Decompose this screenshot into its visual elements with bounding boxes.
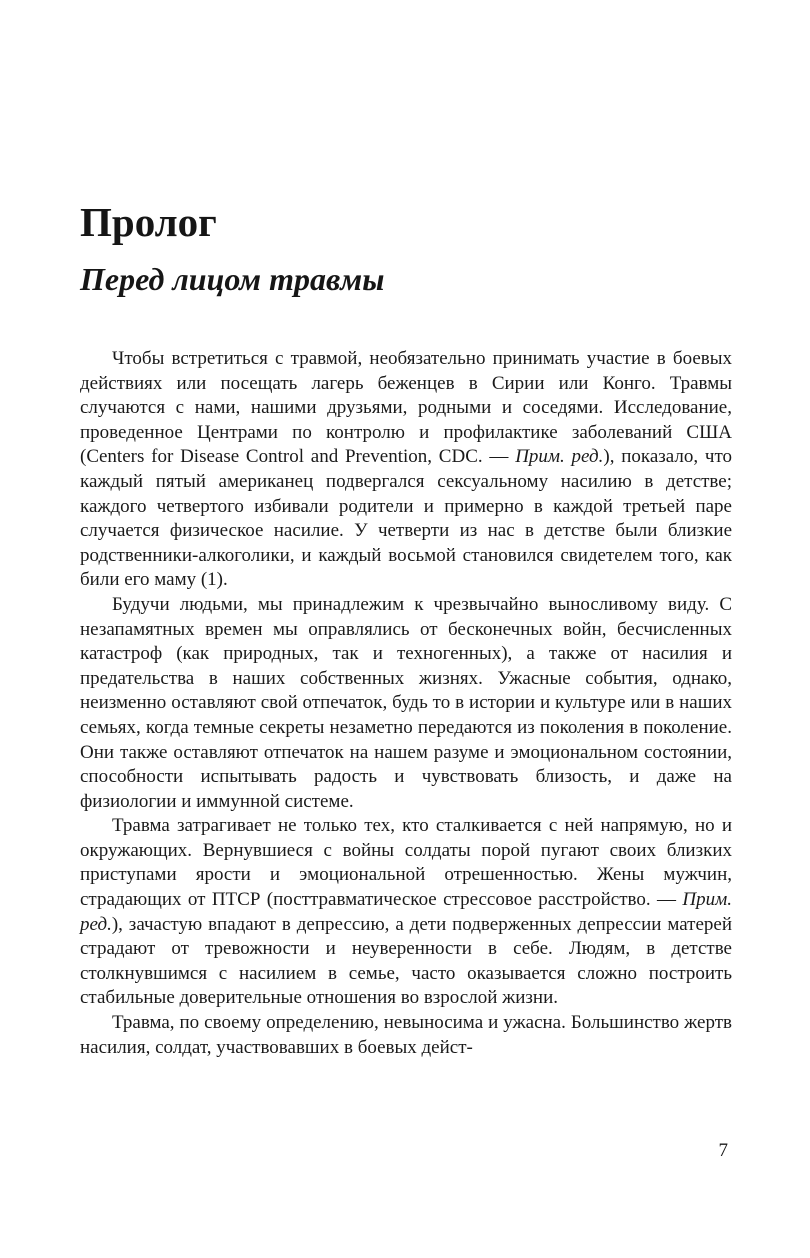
paragraph	[80, 593, 732, 814]
paragraph-text: Травма, по своему определению, невыносима и ужасна. Большинство жертв насилия, солдат, участвовавших в боевых дейст-	[80, 1012, 732, 1058]
editorial-note-text: Прим. ред.	[80, 889, 732, 935]
paragraph-text: ), зачастую впадают в депрессию, а дети подверженных депрессии матерей страдают от тревожности и неуверенности в себе. Людям, в детстве столкнувшимся с насилием в семье, часто оказывается сложно построить стабильные доверительные отношения во взрослой жизни.	[80, 913, 732, 1009]
page-number: 7	[718, 1140, 728, 1161]
chapter-header	[80, 200, 732, 298]
chapter-title: Пролог	[80, 199, 217, 245]
editorial-note-text: Прим. ред.	[515, 446, 604, 468]
paragraph-text: Травма затрагивает не только тех, кто сталкивается с ней напрямую, но и окружающих. Вернувшиеся с войны солдаты порой пугают своих близких приступами ярости и эмоциональной отрешенностью. Жены мужчин, страдающих от ПТСР (посттравматическое стрессовое расстройство. —	[80, 815, 732, 911]
body-text	[80, 347, 732, 1060]
paragraph-text: Будучи людьми, мы принадлежим к чрезвычайно выносливому виду. С незапамятных времен мы оправлялись от бесконечных войн, бесчисленных катастроф (как природных, так и техногенных), а также от насилия и предательства в наших собственных жизнях. Ужасные события, однако, неизменно оставляют свой отпечаток, будь то в истории и культуре или в наших семьях, когда темные секреты незаметно передаются из поколения в поколение. Они также оставляют отпечаток на нашем разуме и эмоциональном состоянии, способности испытывать радость и чувствовать близость, и даже на физиологии и иммунной системе.	[80, 593, 732, 812]
paragraph	[80, 1011, 732, 1060]
paragraph	[80, 347, 732, 593]
paragraph-text: ), показало, что каждый пятый американец подвергался сексуальному насилию в детстве; каждого четвертого избивали родители и примерно в каждой третьей паре случается физическое насилие. У четверти из нас в детстве были близкие родственники-алкоголики, и каждый восьмой становился свидетелем того, как били его маму (1).	[80, 446, 733, 591]
paragraph-text: Чтобы встретиться с травмой, необязательно принимать участие в боевых действиях или посещать лагерь беженцев в Сирии или Конго. Травмы случаются с нами, нашими друзьями, родными и соседями. Исследование, проведенное Центрами по контролю и профилактике заболеваний США (Centers for Disease Control and Prevention, CDC. —	[80, 348, 732, 468]
chapter-subtitle: Перед лицом травмы	[80, 261, 385, 298]
paragraph	[80, 814, 732, 1011]
page-footer	[719, 1140, 729, 1162]
